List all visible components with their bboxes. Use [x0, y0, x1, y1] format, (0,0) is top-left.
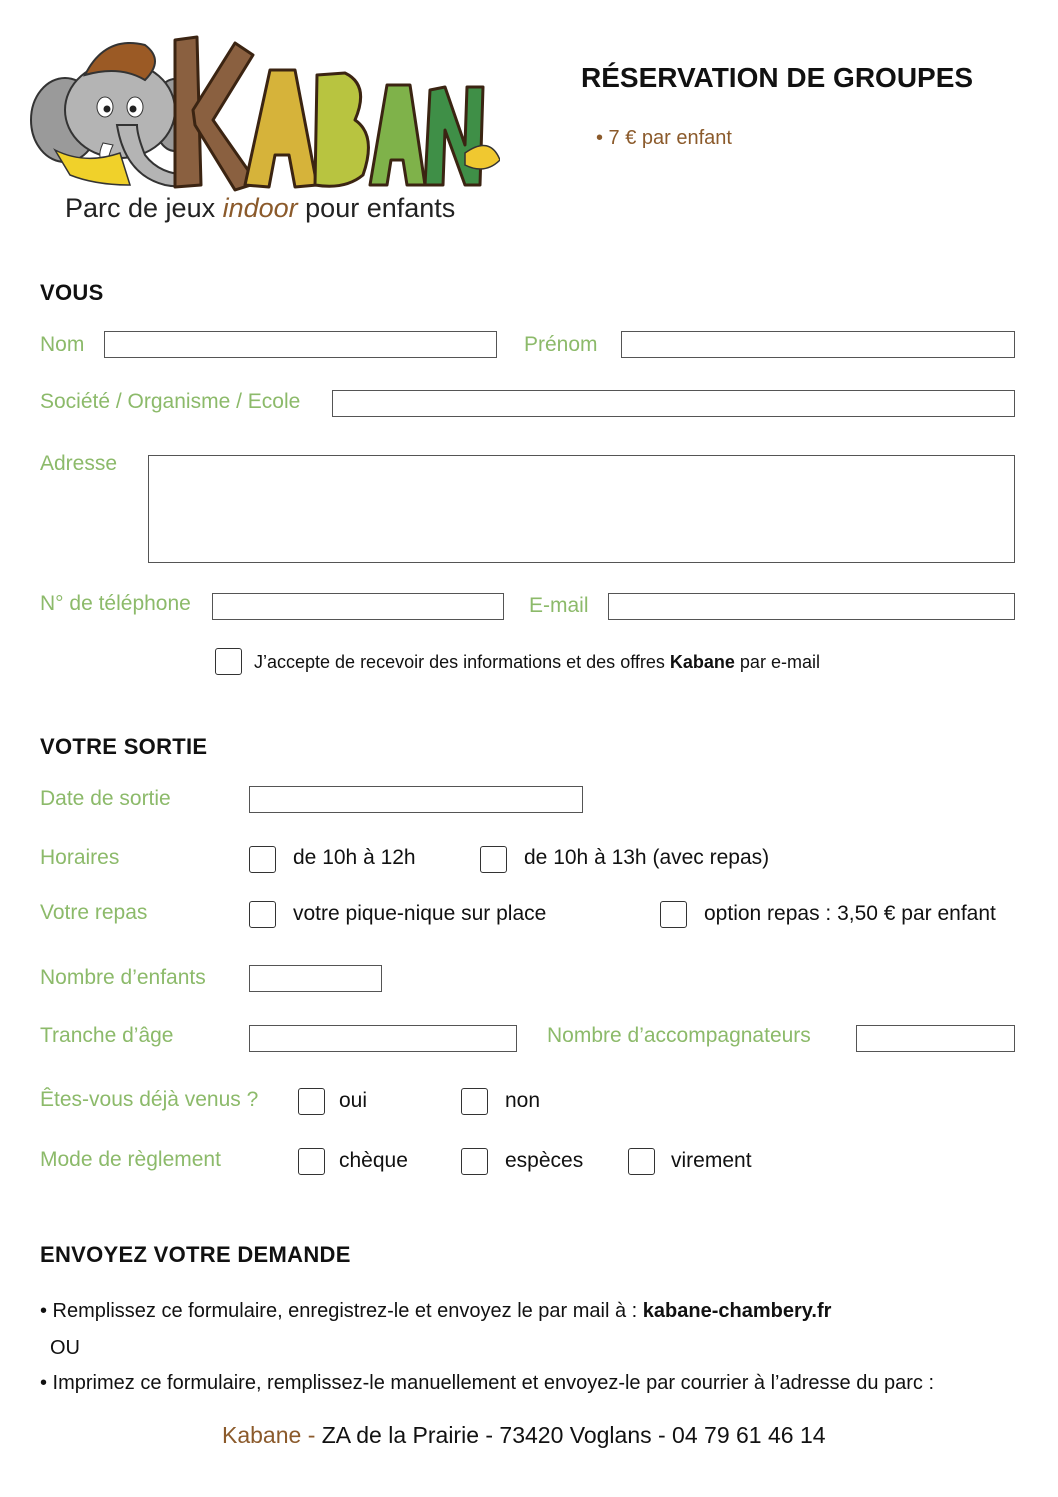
telephone-field[interactable]: [212, 593, 504, 620]
repas-1-checkbox[interactable]: [249, 901, 276, 928]
email-field[interactable]: [608, 593, 1015, 620]
email-label: E-mail: [529, 594, 589, 617]
section-sortie-title: VOTRE SORTIE: [40, 734, 208, 759]
price-note: • 7 € par enfant: [596, 127, 732, 149]
consent-brand: Kabane: [669, 652, 735, 672]
especes-label: espèces: [505, 1149, 584, 1172]
horaires-label: Horaires: [40, 846, 120, 869]
societe-field[interactable]: [332, 390, 1015, 417]
virement-checkbox[interactable]: [628, 1148, 655, 1175]
prenom-label: Prénom: [524, 333, 598, 356]
nb-enfants-label: Nombre d’enfants: [40, 966, 206, 989]
adresse-label: Adresse: [40, 452, 118, 475]
envoi-ou: OU: [50, 1337, 80, 1359]
page-title: RÉSERVATION DE GROUPES: [581, 62, 974, 93]
non-checkbox[interactable]: [461, 1088, 488, 1115]
repas-label: Votre repas: [40, 901, 148, 924]
adresse-field[interactable]: [148, 455, 1015, 563]
elephant-icon: [25, 25, 500, 200]
nom-label: Nom: [40, 333, 85, 356]
cheque-checkbox[interactable]: [298, 1148, 325, 1175]
footer-address: [222, 1422, 826, 1449]
date-field[interactable]: [249, 786, 583, 813]
cheque-label: chèque: [339, 1149, 408, 1172]
horaire-2-checkbox[interactable]: [480, 846, 507, 873]
consent-text-end: par e-mail: [734, 652, 820, 672]
date-label: Date de sortie: [40, 787, 171, 810]
tagline-highlight: indoor: [222, 193, 298, 223]
nb-accomp-label: Nombre d’accompagnateurs: [547, 1024, 811, 1047]
envoi-line-2: • Imprimez ce formulaire, remplissez-le manuellement et envoyez-le par courrier à l’adresse du parc :: [40, 1372, 935, 1394]
footer-address-text: ZA de la Prairie - 73420 Voglans - 04 79 61 46 14: [321, 1422, 826, 1448]
nb-accomp-field[interactable]: [856, 1025, 1015, 1052]
tranche-age-label: Tranche d’âge: [40, 1024, 174, 1047]
tagline-text: Parc de jeux: [65, 193, 223, 223]
logo-tagline: [65, 193, 455, 224]
non-label: non: [505, 1089, 541, 1112]
repas-2-label: option repas : 3,50 € par enfant: [704, 902, 996, 925]
envoi-website-link[interactable]: kabane-chambery.fr: [642, 1300, 832, 1322]
prenom-field[interactable]: [621, 331, 1015, 358]
oui-checkbox[interactable]: [298, 1088, 325, 1115]
consent-label: [254, 652, 820, 673]
envoi-line-1-text: • Remplissez ce formulaire, enregistrez-le et envoyez le par mail à :: [40, 1300, 643, 1322]
consent-checkbox[interactable]: [215, 648, 242, 675]
tranche-age-field[interactable]: [249, 1025, 517, 1052]
horaire-1-checkbox[interactable]: [249, 846, 276, 873]
telephone-label: N° de téléphone: [40, 592, 191, 615]
repas-2-checkbox[interactable]: [660, 901, 687, 928]
reglement-label: Mode de règlement: [40, 1148, 221, 1171]
societe-label: Société / Organisme / Ecole: [40, 390, 301, 413]
horaire-1-label: de 10h à 12h: [293, 846, 416, 869]
section-envoi-title: ENVOYEZ VOTRE DEMANDE: [40, 1242, 351, 1267]
deja-venus-label: Êtes-vous déjà venus ?: [40, 1088, 259, 1111]
repas-1-label: votre pique-nique sur place: [293, 902, 547, 925]
tagline-text-end: pour enfants: [297, 193, 456, 223]
nb-enfants-field[interactable]: [249, 965, 382, 992]
oui-label: oui: [339, 1089, 368, 1112]
horaire-2-label: de 10h à 13h (avec repas): [524, 846, 770, 869]
section-vous-title: VOUS: [40, 280, 104, 305]
nom-field[interactable]: [104, 331, 497, 358]
especes-checkbox[interactable]: [461, 1148, 488, 1175]
consent-text: J’accepte de recevoir des informations et des offres: [254, 652, 670, 672]
footer-brand: Kabane -: [222, 1422, 322, 1448]
envoi-line-1: [40, 1300, 831, 1323]
logo: [25, 25, 500, 235]
virement-label: virement: [671, 1149, 752, 1172]
